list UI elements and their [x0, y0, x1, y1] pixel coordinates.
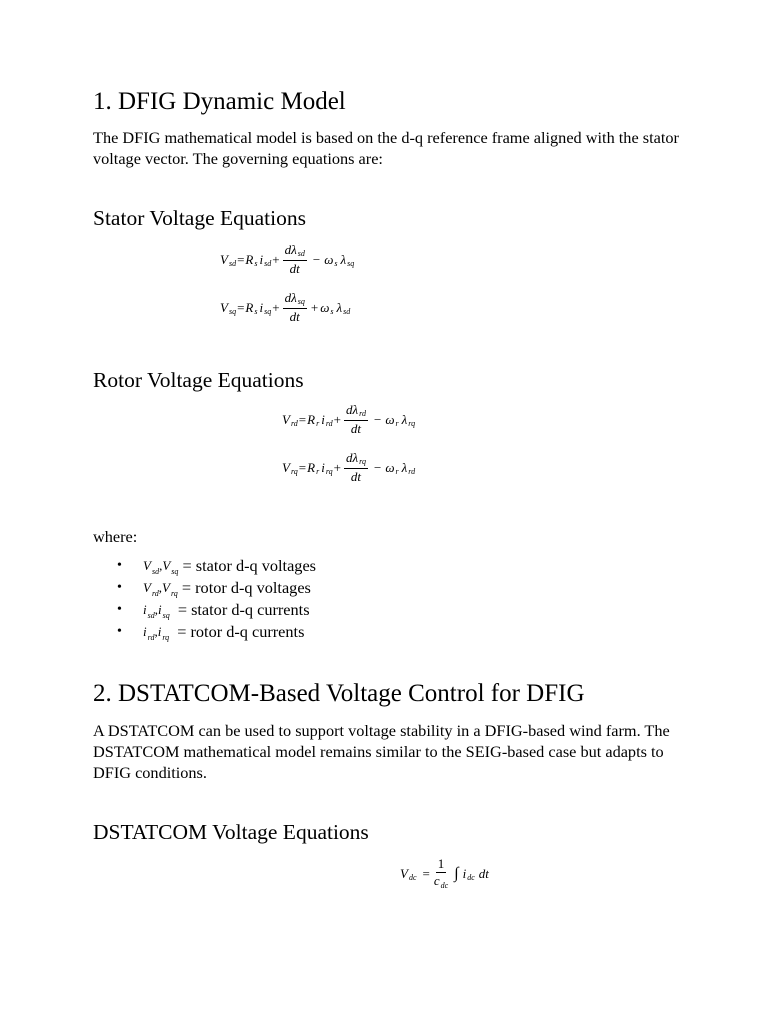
- list-item: • $i_{sd}$ , $i_{sq}$ = stator d-q currents: [117, 600, 310, 620]
- list-item: • $i_{rd}$ , $i_{rq}$ = rotor d-q currents: [117, 622, 305, 642]
- section-1-title: 1. DFIG Dynamic Model: [93, 88, 346, 115]
- rotor-equation-vrq: V rq = R r i rq + $\frac{\text{dλrq}}{dt}$ − ω r λ rd: [282, 450, 416, 484]
- integral-symbol: ∫: [454, 864, 459, 882]
- rotor-heading: Rotor Voltage Equations: [93, 368, 304, 392]
- variable-list: [117, 556, 417, 646]
- where-label: where:: [93, 527, 138, 546]
- list-item: • $V_{sd}$ , $V_{sq}$ = stator d-q voltages: [117, 556, 317, 576]
- section-1-intro: The DFIG mathematical model is based on the d-q reference frame aligned with the stator voltage vector. The governing equations are:: [93, 128, 679, 168]
- stator-heading: Stator Voltage Equations: [93, 206, 306, 230]
- rotor-equation-vrd: V rd = R r i rd + $\frac{\text{dλrd}}{dt}$ − ω r λ rq: [282, 402, 416, 436]
- dstatcom-equation-vdc: V dc = $\frac{1}{c_{dc}}$ ∫ i dc dt: [400, 856, 489, 890]
- bullet-icon: •: [117, 602, 122, 617]
- section-2-title: 2. DSTATCOM-Based Voltage Control for DFIG: [93, 680, 585, 707]
- bullet-icon: •: [117, 580, 122, 595]
- stator-equation-vsd: V sd = R s i sd + $\frac{\text{dλsd}}{dt}$ − ω s λ sq: [220, 242, 355, 276]
- stator-equation-vsq: V sq = R s i sq + $\frac{\text{dλsq}}{dt}$ + ω s λ sd: [220, 290, 351, 324]
- bullet-icon: •: [117, 624, 122, 639]
- dstatcom-heading: DSTATCOM Voltage Equations: [93, 820, 369, 844]
- bullet-icon: •: [117, 558, 122, 573]
- section-2-intro: A DSTATCOM can be used to support voltage stability in a DFIG-based wind farm. The DSTATCOM mathematical model remains similar to the SEIG-based case but adapts to DFIG conditions.: [93, 721, 670, 782]
- list-item: • $V_{rd}$ , $V_{rq}$ = rotor d-q voltages: [117, 578, 311, 598]
